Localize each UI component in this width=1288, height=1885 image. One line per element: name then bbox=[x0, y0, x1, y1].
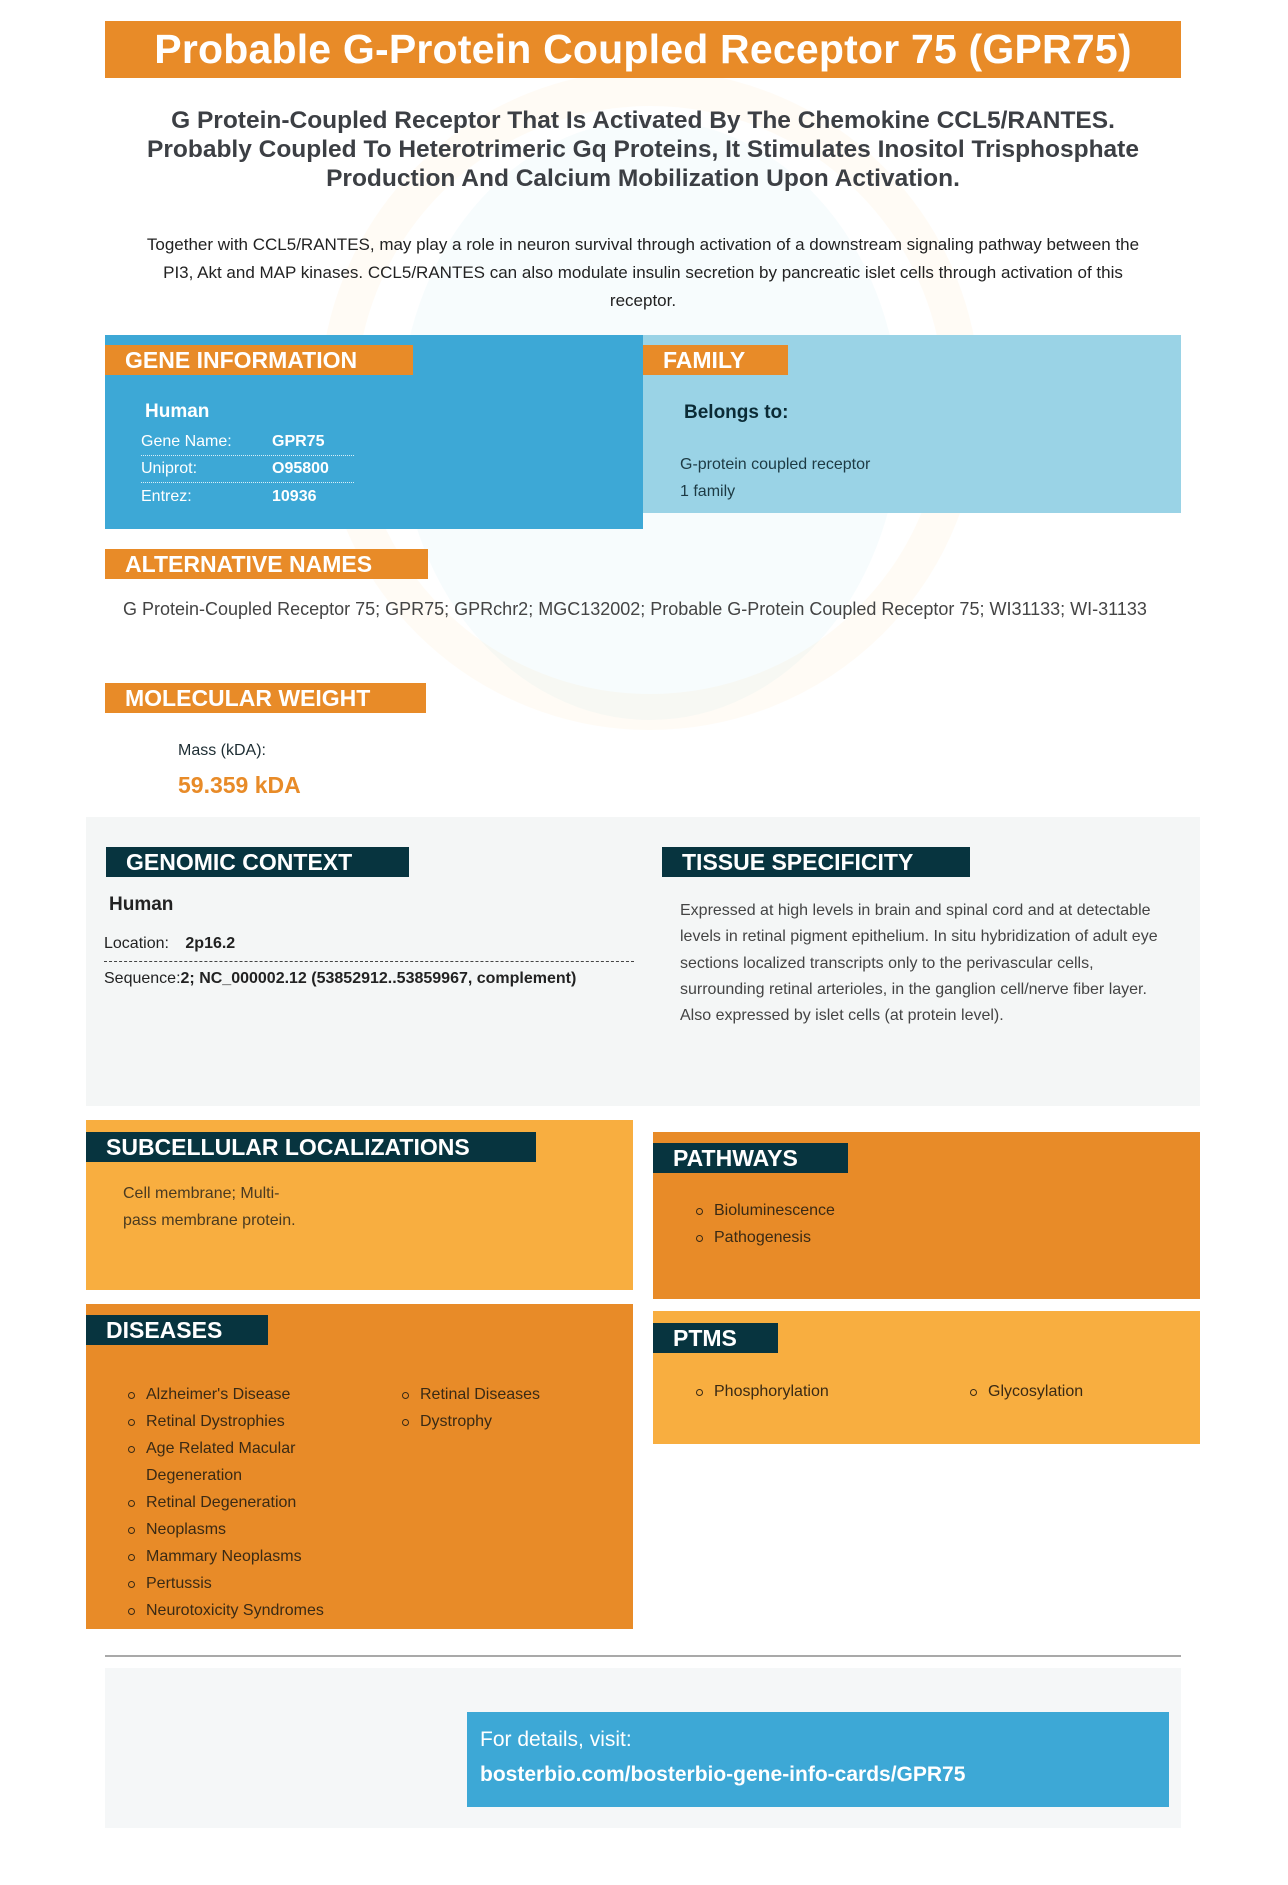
details-lead: For details, visit: bbox=[480, 1728, 632, 1751]
disease-item: Retinal Diseases bbox=[399, 1381, 619, 1408]
subcellular-localizations-heading: SUBCELLULAR LOCALIZATIONS bbox=[86, 1132, 536, 1162]
gene-information-heading: GENE INFORMATION bbox=[105, 345, 413, 375]
diseases-list-col2 bbox=[399, 1381, 619, 1435]
location-value: 2p16.2 bbox=[185, 935, 236, 952]
disease-item: Dystrophy bbox=[399, 1408, 619, 1435]
mass-value: 59.359 kDA bbox=[178, 772, 301, 798]
disease-item: Retinal Degeneration bbox=[125, 1489, 345, 1516]
disease-item: Mammary Neoplasms bbox=[125, 1543, 345, 1570]
gene-row-value: 10936 bbox=[272, 487, 317, 505]
gene-information-panel bbox=[105, 335, 643, 529]
pathways-heading: PATHWAYS bbox=[653, 1143, 848, 1173]
diseases-panel bbox=[86, 1304, 633, 1629]
ptm-item: Glycosylation bbox=[967, 1378, 1083, 1405]
diseases-heading: DISEASES bbox=[86, 1315, 268, 1345]
gene-species: Human bbox=[145, 401, 210, 422]
ptms-list-col1 bbox=[693, 1378, 829, 1405]
gene-row-value: O95800 bbox=[272, 460, 329, 477]
family-panel bbox=[643, 335, 1181, 513]
molecular-weight-heading: MOLECULAR WEIGHT bbox=[105, 683, 426, 713]
gene-row-label: Entrez: bbox=[141, 487, 192, 505]
genomic-divider bbox=[104, 961, 634, 962]
ptms-panel bbox=[653, 1311, 1200, 1444]
family-belongs-label: Belongs to: bbox=[684, 402, 789, 423]
family-heading: FAMILY bbox=[643, 345, 788, 375]
location-label: Location: bbox=[104, 935, 169, 952]
genomic-sequence bbox=[104, 970, 576, 988]
footer-divider bbox=[105, 1655, 1181, 1657]
ptms-list-col2 bbox=[967, 1378, 1083, 1405]
gene-row-uniprot bbox=[141, 456, 354, 483]
footer bbox=[105, 1668, 1181, 1828]
subcellular-localizations-text bbox=[123, 1180, 296, 1234]
family-text bbox=[680, 451, 870, 505]
gene-row-value: GPR75 bbox=[272, 433, 325, 450]
gene-row-label: Gene Name: bbox=[141, 433, 232, 450]
pathway-item: Pathogenesis bbox=[693, 1224, 835, 1251]
pathways-panel bbox=[653, 1132, 1200, 1299]
function-description: Together with CCL5/RANTES, may play a role in neuron survival through activation of a downstream signaling pathway between the PI3, Akt and MAP kinases. CCL5/RANTES can also modulate insulin secretion by pancreatic islet cells through activation of this receptor. bbox=[146, 235, 1140, 310]
genomic-location bbox=[104, 935, 235, 953]
gene-row-gene-name bbox=[141, 429, 354, 456]
tissue-specificity-heading: TISSUE SPECIFICITY bbox=[662, 847, 970, 877]
mass-label: Mass (kDA): bbox=[178, 742, 266, 759]
function-headline: G Protein-Coupled Receptor That Is Activated By The Chemokine CCL5/RANTES. Probably Coupled To Heterotrimeric Gq Proteins, It Stimulates Inositol Trisphosphate Production And Calcium Mobilization Upon Activation. bbox=[147, 107, 1139, 192]
gene-info-table bbox=[141, 429, 354, 510]
details-callout bbox=[467, 1712, 1169, 1807]
page-title: Probable G-Protein Coupled Receptor 75 (GPR75) bbox=[105, 21, 1181, 78]
gene-row-label: Uniprot: bbox=[141, 460, 198, 477]
disease-item: Retinal Dystrophies bbox=[125, 1408, 345, 1435]
subcellular-line: Cell membrane; Multi- bbox=[123, 1185, 280, 1202]
gene-row-entrez bbox=[141, 483, 354, 510]
alternative-names-heading: ALTERNATIVE NAMES bbox=[105, 549, 428, 579]
alternative-names-text: G Protein-Coupled Receptor 75; GPR75; GPRchr2; MGC132002; Probable G-Protein Coupled Receptor 75; WI31133; WI-31133 bbox=[123, 599, 1147, 619]
tissue-specificity-text: Expressed at high levels in brain and spinal cord and at detectable levels in retinal pigment epithelium. In situ hybridization of adult eye sections localized transcripts only to the perivascular cells, surrounding retinal arterioles, in the ganglion cell/nerve fiber layer. Also expressed by islet cells (at protein level). bbox=[680, 902, 1158, 1025]
pathways-list bbox=[693, 1197, 835, 1251]
sequence-value: 2; NC_000002.12 (53852912..53859967, complement) bbox=[180, 970, 577, 987]
ptm-item: Phosphorylation bbox=[693, 1378, 829, 1405]
disease-item: Age Related Macular Degeneration bbox=[125, 1435, 345, 1489]
disease-item: Neurotoxicity Syndromes bbox=[125, 1597, 345, 1624]
subcellular-line: pass membrane protein. bbox=[123, 1212, 296, 1229]
disease-item: Neoplasms bbox=[125, 1516, 345, 1543]
family-line: G-protein coupled receptor bbox=[680, 456, 871, 473]
genomic-species: Human bbox=[109, 894, 174, 915]
diseases-list-col1 bbox=[125, 1381, 345, 1624]
ptms-heading: PTMS bbox=[653, 1323, 778, 1353]
subcellular-localizations-panel bbox=[86, 1120, 633, 1290]
family-line: 1 family bbox=[680, 483, 736, 500]
genomic-context-heading: GENOMIC CONTEXT bbox=[106, 847, 409, 877]
disease-item: Pertussis bbox=[125, 1570, 345, 1597]
details-link[interactable]: bosterbio.com/bosterbio-gene-info-cards/GPR75 bbox=[480, 1763, 966, 1786]
disease-item: Alzheimer's Disease bbox=[125, 1381, 345, 1408]
sequence-label: Sequence: bbox=[104, 970, 181, 987]
genomic-tissue-section bbox=[86, 817, 1200, 1106]
pathway-item: Bioluminescence bbox=[693, 1197, 835, 1224]
